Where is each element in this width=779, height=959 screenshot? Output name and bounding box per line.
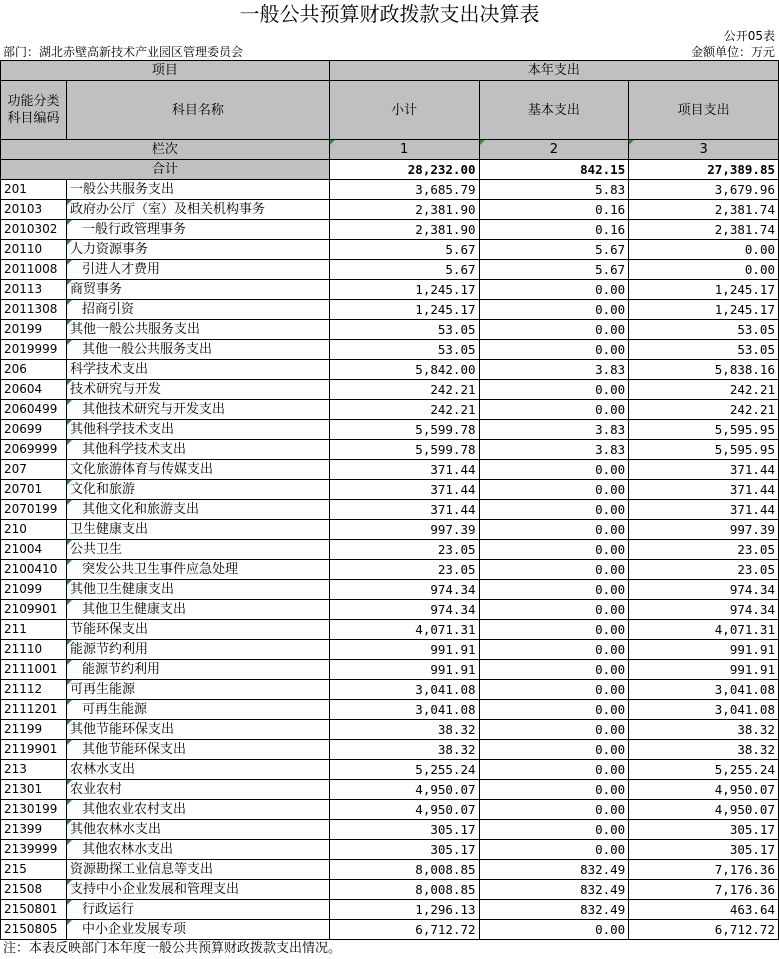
- row-code: 213: [1, 760, 67, 780]
- row-project: 371.44: [629, 460, 779, 480]
- row-basic: 0.00: [479, 540, 629, 560]
- row-basic: 0.00: [479, 480, 629, 500]
- row-name: 其他节能环保支出: [66, 720, 329, 740]
- column-number-3: 3: [629, 140, 779, 160]
- row-name: 节能环保支出: [66, 620, 329, 640]
- table-row: [1, 680, 779, 700]
- row-name: 突发公共卫生事件应急处理: [66, 560, 329, 580]
- row-name: 能源节约利用: [66, 640, 329, 660]
- header-project-exp: 项目支出: [629, 81, 779, 140]
- row-name: 文化旅游体育与传媒支出: [66, 460, 329, 480]
- row-subtotal: 1,296.13: [329, 900, 479, 920]
- row-subtotal: 1,245.17: [329, 280, 479, 300]
- row-project: 5,595.95: [629, 440, 779, 460]
- row-subtotal: 5.67: [329, 260, 479, 280]
- row-subtotal: 38.32: [329, 740, 479, 760]
- row-basic: 3.83: [479, 420, 629, 440]
- row-subtotal: 3,685.79: [329, 180, 479, 200]
- row-basic: 0.00: [479, 600, 629, 620]
- row-basic: 0.00: [479, 740, 629, 760]
- row-project: 1,245.17: [629, 280, 779, 300]
- row-project: 23.05: [629, 560, 779, 580]
- row-basic: 0.16: [479, 200, 629, 220]
- row-code: 2011008: [1, 260, 67, 280]
- table-row: [1, 780, 779, 800]
- row-basic: 0.00: [479, 280, 629, 300]
- table-row: [1, 760, 779, 780]
- table-row: [1, 560, 779, 580]
- header-subtotal: 小计: [329, 81, 479, 140]
- row-subtotal: 974.34: [329, 600, 479, 620]
- row-name: 其他科学技术支出: [66, 420, 329, 440]
- row-code: 2010302: [1, 220, 67, 240]
- row-basic: 0.00: [479, 640, 629, 660]
- row-project: 5,838.16: [629, 360, 779, 380]
- header-basic: 基本支出: [479, 81, 629, 140]
- row-name: 招商引资: [66, 300, 329, 320]
- table-row: [1, 440, 779, 460]
- row-project: 23.05: [629, 540, 779, 560]
- row-code: 2111001: [1, 660, 67, 680]
- row-name: 其他农林水支出: [66, 820, 329, 840]
- row-code: 206: [1, 360, 67, 380]
- row-code: 20604: [1, 380, 67, 400]
- header-project: 项目: [1, 61, 330, 81]
- row-subtotal: 8,008.85: [329, 880, 479, 900]
- row-name: 卫生健康支出: [66, 520, 329, 540]
- row-basic: 0.00: [479, 340, 629, 360]
- table-row: [1, 380, 779, 400]
- row-code: 21199: [1, 720, 67, 740]
- row-basic: 0.00: [479, 680, 629, 700]
- table-row: [1, 460, 779, 480]
- row-project: 53.05: [629, 320, 779, 340]
- row-subtotal: 371.44: [329, 460, 479, 480]
- row-code: 21399: [1, 820, 67, 840]
- table-row: [1, 800, 779, 820]
- table-row: [1, 480, 779, 500]
- row-subtotal: 242.21: [329, 380, 479, 400]
- row-basic: 832.49: [479, 900, 629, 920]
- row-code: 2070199: [1, 500, 67, 520]
- row-subtotal: 4,071.31: [329, 620, 479, 640]
- row-code: 207: [1, 460, 67, 480]
- table-row: [1, 820, 779, 840]
- row-basic: 0.00: [479, 840, 629, 860]
- row-subtotal: 1,245.17: [329, 300, 479, 320]
- row-basic: 0.00: [479, 380, 629, 400]
- row-name: 中小企业发展专项: [66, 920, 329, 940]
- row-project: 7,176.36: [629, 860, 779, 880]
- row-code: 2119901: [1, 740, 67, 760]
- row-basic: 0.00: [479, 760, 629, 780]
- row-name: 其他卫生健康支出: [66, 600, 329, 620]
- row-subtotal: 5,599.78: [329, 420, 479, 440]
- row-code: 210: [1, 520, 67, 540]
- row-name: 其他农业农村支出: [66, 800, 329, 820]
- row-project: 4,071.31: [629, 620, 779, 640]
- row-project: 2,381.74: [629, 200, 779, 220]
- row-code: 2011308: [1, 300, 67, 320]
- row-name: 政府办公厅（室）及相关机构事务: [66, 200, 329, 220]
- header-func-code: 功能分类科目编码: [1, 81, 67, 140]
- row-project: 305.17: [629, 840, 779, 860]
- row-basic: 3.83: [479, 360, 629, 380]
- total-project: 27,389.85: [629, 160, 779, 180]
- row-basic: 0.00: [479, 460, 629, 480]
- row-code: 2109901: [1, 600, 67, 620]
- row-name: 引进人才费用: [66, 260, 329, 280]
- row-project: 974.34: [629, 580, 779, 600]
- row-basic: 0.00: [479, 300, 629, 320]
- row-code: 215: [1, 860, 67, 880]
- table-row: [1, 300, 779, 320]
- table-row: [1, 620, 779, 640]
- column-number-label: 栏次: [1, 140, 330, 160]
- row-subtotal: 371.44: [329, 480, 479, 500]
- row-name: 商贸事务: [66, 280, 329, 300]
- row-project: 305.17: [629, 820, 779, 840]
- row-code: 2150805: [1, 920, 67, 940]
- row-name: 科学技术支出: [66, 360, 329, 380]
- row-code: 20103: [1, 200, 67, 220]
- row-basic: 0.00: [479, 520, 629, 540]
- row-name: 其他节能环保支出: [66, 740, 329, 760]
- row-project: 7,176.36: [629, 880, 779, 900]
- row-subtotal: 5.67: [329, 240, 479, 260]
- row-subtotal: 371.44: [329, 500, 479, 520]
- row-code: 20701: [1, 480, 67, 500]
- table-row: [1, 320, 779, 340]
- row-name: 其他一般公共服务支出: [66, 320, 329, 340]
- table-row: [1, 540, 779, 560]
- row-code: 21110: [1, 640, 67, 660]
- row-code: 201: [1, 180, 67, 200]
- row-subtotal: 4,950.07: [329, 800, 479, 820]
- row-code: 20113: [1, 280, 67, 300]
- row-code: 20110: [1, 240, 67, 260]
- row-project: 2,381.74: [629, 220, 779, 240]
- table-row: [1, 220, 779, 240]
- row-project: 371.44: [629, 500, 779, 520]
- table-row: [1, 520, 779, 540]
- row-project: 1,245.17: [629, 300, 779, 320]
- row-project: 4,950.07: [629, 800, 779, 820]
- row-subtotal: 23.05: [329, 560, 479, 580]
- row-subtotal: 991.91: [329, 660, 479, 680]
- table-row: [1, 280, 779, 300]
- table-row: [1, 880, 779, 900]
- row-project: 0.00: [629, 240, 779, 260]
- row-project: 38.32: [629, 720, 779, 740]
- row-project: 242.21: [629, 400, 779, 420]
- row-subtotal: 242.21: [329, 400, 479, 420]
- row-name: 农林水支出: [66, 760, 329, 780]
- table-row: [1, 720, 779, 740]
- row-basic: 0.00: [479, 620, 629, 640]
- row-basic: 0.00: [479, 400, 629, 420]
- total-label: 合计: [1, 160, 330, 180]
- row-name: 其他农林水支出: [66, 840, 329, 860]
- row-project: 5,255.24: [629, 760, 779, 780]
- row-name: 可再生能源: [66, 700, 329, 720]
- row-project: 5,595.95: [629, 420, 779, 440]
- row-subtotal: 997.39: [329, 520, 479, 540]
- table-row: [1, 420, 779, 440]
- row-basic: 832.49: [479, 860, 629, 880]
- row-subtotal: 974.34: [329, 580, 479, 600]
- column-number-2: 2: [479, 140, 629, 160]
- row-subtotal: 38.32: [329, 720, 479, 740]
- row-subtotal: 3,041.08: [329, 680, 479, 700]
- row-project: 997.39: [629, 520, 779, 540]
- row-subtotal: 2,381.90: [329, 220, 479, 240]
- column-number-1: 1: [329, 140, 479, 160]
- row-subtotal: 3,041.08: [329, 700, 479, 720]
- table-row: [1, 740, 779, 760]
- row-project: 991.91: [629, 640, 779, 660]
- row-project: 0.00: [629, 260, 779, 280]
- row-name: 其他文化和旅游支出: [66, 500, 329, 520]
- table-row: [1, 580, 779, 600]
- row-subtotal: 5,842.00: [329, 360, 479, 380]
- row-basic: 0.00: [479, 500, 629, 520]
- row-basic: 0.00: [479, 320, 629, 340]
- row-subtotal: 2,381.90: [329, 200, 479, 220]
- table-row: [1, 200, 779, 220]
- row-project: 6,712.72: [629, 920, 779, 940]
- row-code: 21112: [1, 680, 67, 700]
- row-basic: 5.67: [479, 240, 629, 260]
- row-subtotal: 23.05: [329, 540, 479, 560]
- expenditure-table: [0, 60, 779, 940]
- row-name: 其他一般公共服务支出: [66, 340, 329, 360]
- row-project: 3,041.08: [629, 700, 779, 720]
- row-name: 其他科学技术支出: [66, 440, 329, 460]
- row-code: 21099: [1, 580, 67, 600]
- row-subtotal: 53.05: [329, 320, 479, 340]
- row-basic: 3.83: [479, 440, 629, 460]
- row-code: 21004: [1, 540, 67, 560]
- row-name: 其他卫生健康支出: [66, 580, 329, 600]
- table-row: [1, 340, 779, 360]
- row-basic: 0.00: [479, 560, 629, 580]
- row-name: 可再生能源: [66, 680, 329, 700]
- row-code: 2130199: [1, 800, 67, 820]
- row-basic: 0.00: [479, 920, 629, 940]
- table-row: [1, 180, 779, 200]
- unit-label: 金额单位：万元: [690, 45, 775, 59]
- row-basic: 0.00: [479, 780, 629, 800]
- row-name: 能源节约利用: [66, 660, 329, 680]
- row-basic: 0.16: [479, 220, 629, 240]
- row-subtotal: 5,599.78: [329, 440, 479, 460]
- row-name: 人力资源事务: [66, 240, 329, 260]
- row-project: 974.34: [629, 600, 779, 620]
- row-code: 211: [1, 620, 67, 640]
- form-number: 公开05表: [723, 29, 775, 43]
- row-basic: 0.00: [479, 820, 629, 840]
- row-subtotal: 4,950.07: [329, 780, 479, 800]
- table-row: [1, 840, 779, 860]
- table-row: [1, 260, 779, 280]
- row-subtotal: 8,008.85: [329, 860, 479, 880]
- report-title: 一般公共预算财政拨款支出决算表: [239, 2, 540, 26]
- row-name: 一般行政管理事务: [66, 220, 329, 240]
- total-row: [1, 160, 779, 180]
- column-number-row: [1, 140, 779, 160]
- row-name: 资源勘探工业信息等支出: [66, 860, 329, 880]
- row-name: 公共卫生: [66, 540, 329, 560]
- row-subtotal: 5,255.24: [329, 760, 479, 780]
- total-basic: 842.15: [479, 160, 629, 180]
- row-code: 2069999: [1, 440, 67, 460]
- header-row-1: [1, 61, 779, 81]
- row-code: 2111201: [1, 700, 67, 720]
- row-project: 38.32: [629, 740, 779, 760]
- row-project: 3,679.96: [629, 180, 779, 200]
- table-row: [1, 900, 779, 920]
- row-basic: 5.67: [479, 260, 629, 280]
- row-project: 4,950.07: [629, 780, 779, 800]
- row-subtotal: 991.91: [329, 640, 479, 660]
- table-row: [1, 660, 779, 680]
- row-code: 2060499: [1, 400, 67, 420]
- row-code: 20199: [1, 320, 67, 340]
- row-basic: 0.00: [479, 800, 629, 820]
- row-basic: 0.00: [479, 700, 629, 720]
- row-name: 其他技术研究与开发支出: [66, 400, 329, 420]
- row-name: 农业农村: [66, 780, 329, 800]
- footnote: 注：本表反映部门本年度一般公共预算财政拨款支出情况。: [3, 941, 342, 956]
- row-subtotal: 305.17: [329, 820, 479, 840]
- row-code: 21301: [1, 780, 67, 800]
- table-row: [1, 860, 779, 880]
- row-basic: 0.00: [479, 580, 629, 600]
- row-project: 371.44: [629, 480, 779, 500]
- row-code: 21508: [1, 880, 67, 900]
- department-label: 部门：湖北赤壁高新技术产业园区管理委员会: [3, 45, 244, 59]
- row-code: 2100410: [1, 560, 67, 580]
- row-subtotal: 53.05: [329, 340, 479, 360]
- row-code: 2139999: [1, 840, 67, 860]
- row-project: 463.64: [629, 900, 779, 920]
- row-basic: 832.49: [479, 880, 629, 900]
- row-basic: 0.00: [479, 720, 629, 740]
- row-code: 2019999: [1, 340, 67, 360]
- row-name: 一般公共服务支出: [66, 180, 329, 200]
- header-subject-name: 科目名称: [66, 81, 329, 140]
- table-row: [1, 700, 779, 720]
- total-subtotal: 28,232.00: [329, 160, 479, 180]
- row-name: 支持中小企业发展和管理支出: [66, 880, 329, 900]
- table-row: [1, 400, 779, 420]
- table-row: [1, 240, 779, 260]
- header-row-2: [1, 81, 779, 140]
- table-row: [1, 500, 779, 520]
- row-project: 991.91: [629, 660, 779, 680]
- row-subtotal: 6,712.72: [329, 920, 479, 940]
- row-name: 文化和旅游: [66, 480, 329, 500]
- header-current-year: 本年支出: [329, 61, 778, 81]
- row-project: 242.21: [629, 380, 779, 400]
- row-name: 行政运行: [66, 900, 329, 920]
- row-project: 53.05: [629, 340, 779, 360]
- row-name: 技术研究与开发: [66, 380, 329, 400]
- table-row: [1, 600, 779, 620]
- row-basic: 0.00: [479, 660, 629, 680]
- table-row: [1, 360, 779, 380]
- row-code: 20699: [1, 420, 67, 440]
- row-subtotal: 305.17: [329, 840, 479, 860]
- table-row: [1, 640, 779, 660]
- row-project: 3,041.08: [629, 680, 779, 700]
- table-row: [1, 920, 779, 940]
- row-code: 2150801: [1, 900, 67, 920]
- row-basic: 5.83: [479, 180, 629, 200]
